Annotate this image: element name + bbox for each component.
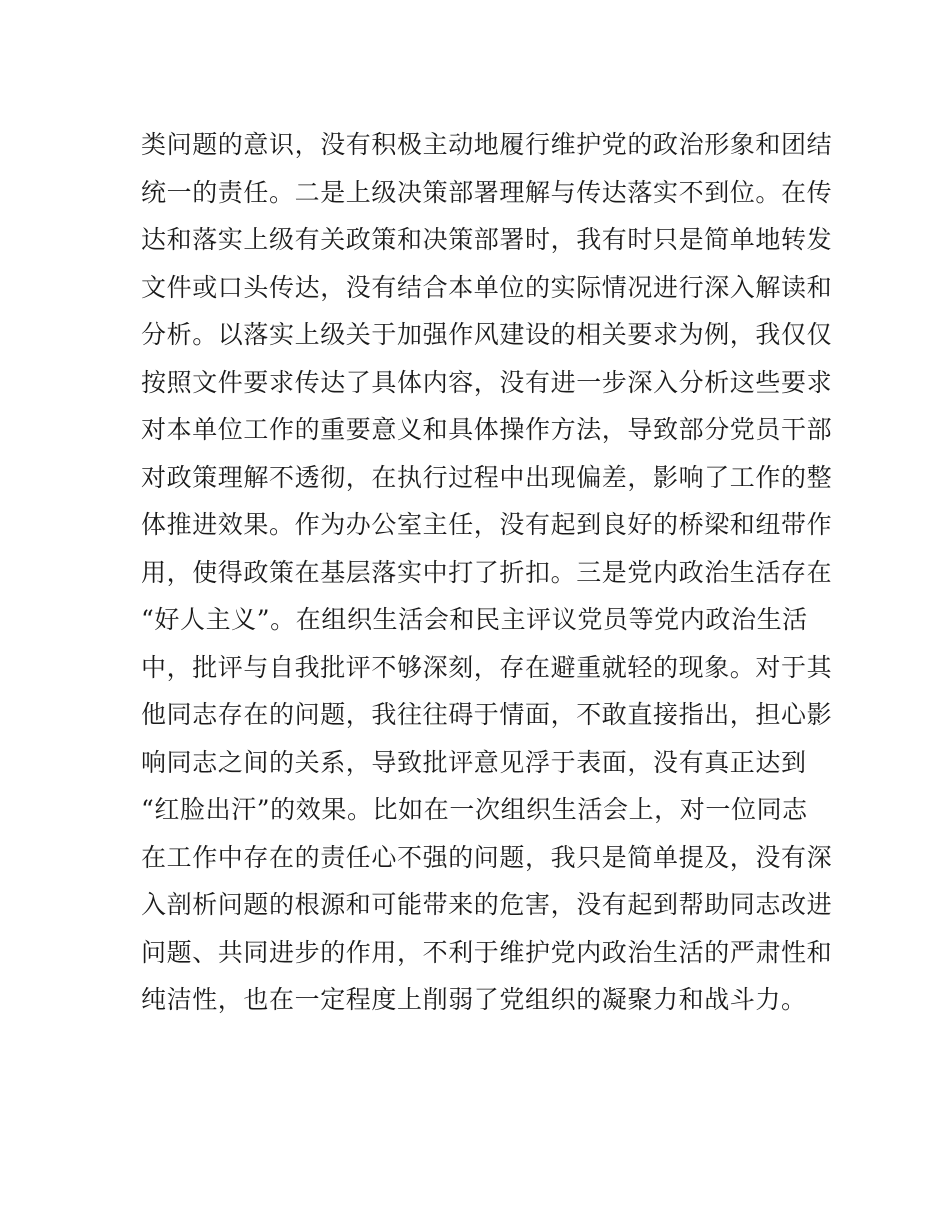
text-line: 达和落实上级有关政策和决策部署时，我有时只是简单地转发 <box>141 225 833 254</box>
text-line: 对本单位工作的重要意义和具体操作方法，导致部分党员干部 <box>141 415 833 444</box>
text-line: 纯洁性，也在一定程度上削弱了党组织的凝聚力和战斗力。 <box>141 985 807 1014</box>
text-line: 分析。以落实上级关于加强作风建设的相关要求为例，我仅仅 <box>141 320 833 349</box>
body-text <box>141 121 833 1024</box>
text-line: 文件或口头传达，没有结合本单位的实际情况进行深入解读和 <box>141 272 833 302</box>
text-line: 他同志存在的问题，我往往碍于情面，不敢直接指出，担心影 <box>141 700 833 729</box>
text-line: 在工作中存在的责任心不强的问题，我只是简单提及，没有深 <box>141 842 833 872</box>
text-line: 对政策理解不透彻，在执行过程中出现偏差，影响了工作的整 <box>141 462 833 492</box>
text-line: 用，使得政策在基层落实中打了折扣。三是党内政治生活存在 <box>141 557 833 587</box>
text-line: 体推进效果。作为办公室主任，没有起到良好的桥梁和纽带作 <box>141 510 833 539</box>
text-line: 问题、共同进步的作用，不利于维护党内政治生活的严肃性和 <box>141 937 833 967</box>
text-line: 按照文件要求传达了具体内容，没有进一步深入分析这些要求 <box>141 367 833 397</box>
text-line: 中，批评与自我批评不够深刻，存在避重就轻的现象。对于其 <box>141 652 833 682</box>
text-line: “红脸出汗”的效果。比如在一次组织生活会上，对一位同志 <box>141 795 808 824</box>
text-line: 响同志之间的关系，导致批评意见浮于表面，没有真正达到 <box>141 747 807 777</box>
text-line: 入剖析问题的根源和可能带来的危害，没有起到帮助同志改进 <box>141 890 833 919</box>
text-line: 类问题的意识，没有积极主动地履行维护党的政治形象和团结 <box>141 130 833 159</box>
text-line: 统一的责任。二是上级决策部署理解与传达落实不到位。在传 <box>141 177 833 207</box>
text-line: “好人主义”。在组织生活会和民主评议党员等党内政治生活 <box>141 605 808 634</box>
